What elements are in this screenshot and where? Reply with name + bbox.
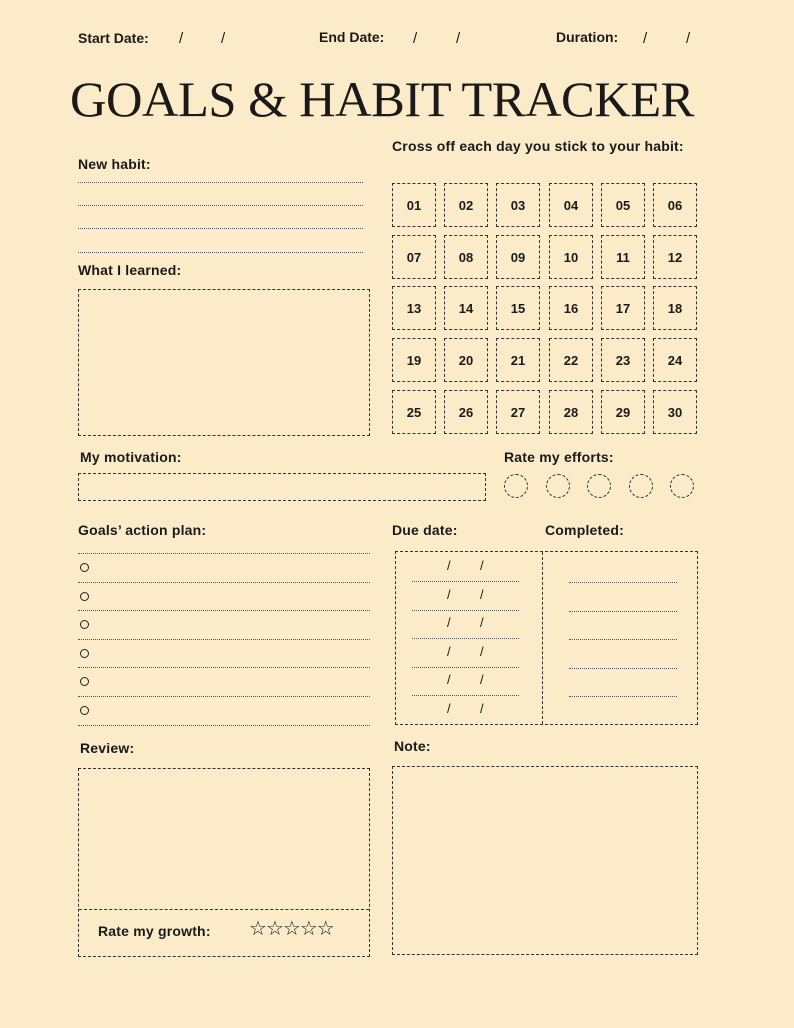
effort-rating-circle[interactable] — [670, 474, 694, 498]
day-cell-18[interactable]: 18 — [653, 286, 697, 330]
star-icon[interactable]: ☆ — [265, 918, 284, 940]
action-plan-line[interactable] — [78, 610, 370, 611]
rate-growth-label: Rate my growth: — [98, 923, 211, 939]
duration-label: Duration: — [556, 29, 619, 45]
end-date-slash-2: / — [456, 30, 461, 47]
day-cell-26[interactable]: 26 — [444, 390, 488, 434]
due-date-line[interactable] — [412, 638, 519, 639]
tracker-instruction: Cross off each day you stick to your habit: — [392, 138, 684, 154]
action-plan-line[interactable] — [78, 725, 370, 726]
due-date-slash: / — [447, 644, 451, 659]
action-plan-line[interactable] — [78, 667, 370, 668]
due-date-slash: / — [447, 558, 451, 573]
completed-line[interactable] — [569, 639, 677, 640]
day-cell-03[interactable]: 03 — [496, 183, 540, 227]
note-box[interactable] — [392, 766, 698, 955]
new-habit-line[interactable] — [78, 205, 363, 206]
completed-label: Completed: — [545, 522, 624, 538]
due-date-line[interactable] — [412, 610, 519, 611]
effort-rating-circle[interactable] — [587, 474, 611, 498]
new-habit-line[interactable] — [78, 252, 363, 253]
start-date-label: Start Date: — [78, 30, 149, 46]
day-cell-25[interactable]: 25 — [392, 390, 436, 434]
due-date-label: Due date: — [392, 522, 458, 538]
action-bullet-icon[interactable] — [80, 563, 89, 572]
due-date-slash: / — [447, 701, 451, 716]
start-date-slash-1: / — [179, 30, 184, 47]
day-cell-08[interactable]: 08 — [444, 235, 488, 279]
end-date-label: End Date: — [319, 29, 385, 45]
due-date-slash: / — [480, 644, 484, 659]
due-date-line[interactable] — [412, 695, 519, 696]
star-icon[interactable]: ☆ — [282, 918, 301, 940]
new-habit-label: New habit: — [78, 156, 151, 172]
action-plan-line[interactable] — [78, 696, 370, 697]
due-date-slash: / — [447, 615, 451, 630]
action-bullet-icon[interactable] — [80, 677, 89, 686]
star-icon[interactable]: ☆ — [249, 918, 267, 940]
learned-box[interactable] — [78, 289, 370, 436]
due-date-slash: / — [480, 701, 484, 716]
action-plan-line[interactable] — [78, 639, 370, 640]
action-bullet-icon[interactable] — [80, 706, 89, 715]
page-title: GOALS & HABIT TRACKER — [70, 71, 694, 127]
due-date-slash: / — [480, 558, 484, 573]
day-cell-13[interactable]: 13 — [392, 286, 436, 330]
learned-label: What I learned: — [78, 262, 182, 278]
action-plan-list — [78, 553, 370, 728]
day-cell-01[interactable]: 01 — [392, 183, 436, 227]
new-habit-line[interactable] — [78, 228, 363, 229]
day-cell-07[interactable]: 07 — [392, 235, 436, 279]
due-date-slash: / — [447, 587, 451, 602]
day-cell-28[interactable]: 28 — [549, 390, 593, 434]
due-date-slash: / — [480, 615, 484, 630]
completed-line[interactable] — [569, 611, 677, 612]
action-plan-line[interactable] — [78, 553, 370, 554]
rate-efforts-label: Rate my efforts: — [504, 449, 614, 465]
day-cell-30[interactable]: 30 — [653, 390, 697, 434]
star-icon[interactable]: ☆ — [299, 918, 318, 940]
day-cell-16[interactable]: 16 — [549, 286, 593, 330]
day-cell-09[interactable]: 09 — [496, 235, 540, 279]
effort-rating-circle[interactable] — [504, 474, 528, 498]
due-completed-box — [395, 551, 698, 725]
day-cell-06[interactable]: 06 — [653, 183, 697, 227]
day-cell-05[interactable]: 05 — [601, 183, 645, 227]
due-date-line[interactable] — [412, 581, 519, 582]
day-cell-17[interactable]: 17 — [601, 286, 645, 330]
day-cell-12[interactable]: 12 — [653, 235, 697, 279]
day-cell-20[interactable]: 20 — [444, 338, 488, 382]
review-box[interactable] — [78, 768, 370, 957]
due-date-slash: / — [480, 587, 484, 602]
day-cell-10[interactable]: 10 — [549, 235, 593, 279]
rate-growth-stars — [249, 919, 334, 941]
end-date-slash-1: / — [413, 30, 418, 47]
review-label: Review: — [80, 740, 135, 756]
due-date-slash: / — [447, 672, 451, 687]
action-bullet-icon[interactable] — [80, 620, 89, 629]
effort-rating-circle[interactable] — [629, 474, 653, 498]
review-divider — [79, 909, 369, 910]
habit-tracker-grid — [392, 183, 699, 434]
day-cell-19[interactable]: 19 — [392, 338, 436, 382]
day-cell-29[interactable]: 29 — [601, 390, 645, 434]
duration-slash-2: / — [686, 30, 691, 47]
rate-efforts-circles — [504, 474, 694, 498]
effort-rating-circle[interactable] — [546, 474, 570, 498]
day-cell-11[interactable]: 11 — [601, 235, 645, 279]
day-cell-22[interactable]: 22 — [549, 338, 593, 382]
due-date-line[interactable] — [412, 667, 519, 668]
day-cell-27[interactable]: 27 — [496, 390, 540, 434]
motivation-box[interactable] — [78, 473, 486, 501]
new-habit-line[interactable] — [78, 182, 363, 183]
day-cell-23[interactable]: 23 — [601, 338, 645, 382]
action-plan-label: Goals’ action plan: — [78, 522, 207, 538]
note-label: Note: — [394, 738, 431, 754]
action-plan-line[interactable] — [78, 582, 370, 583]
completed-line[interactable] — [569, 668, 677, 669]
day-cell-21[interactable]: 21 — [496, 338, 540, 382]
duration-slash-1: / — [643, 30, 648, 47]
completed-line[interactable] — [569, 582, 677, 583]
action-bullet-icon[interactable] — [80, 649, 89, 658]
day-cell-02[interactable]: 02 — [444, 183, 488, 227]
day-cell-14[interactable]: 14 — [444, 286, 488, 330]
day-cell-24[interactable]: 24 — [653, 338, 697, 382]
due-date-slash: / — [480, 672, 484, 687]
due-completed-divider — [542, 552, 543, 724]
day-cell-04[interactable]: 04 — [549, 183, 593, 227]
star-icon[interactable]: ☆ — [316, 918, 335, 940]
start-date-slash-2: / — [221, 30, 226, 47]
motivation-label: My motivation: — [80, 449, 182, 465]
action-bullet-icon[interactable] — [80, 592, 89, 601]
day-cell-15[interactable]: 15 — [496, 286, 540, 330]
completed-line[interactable] — [569, 696, 677, 697]
